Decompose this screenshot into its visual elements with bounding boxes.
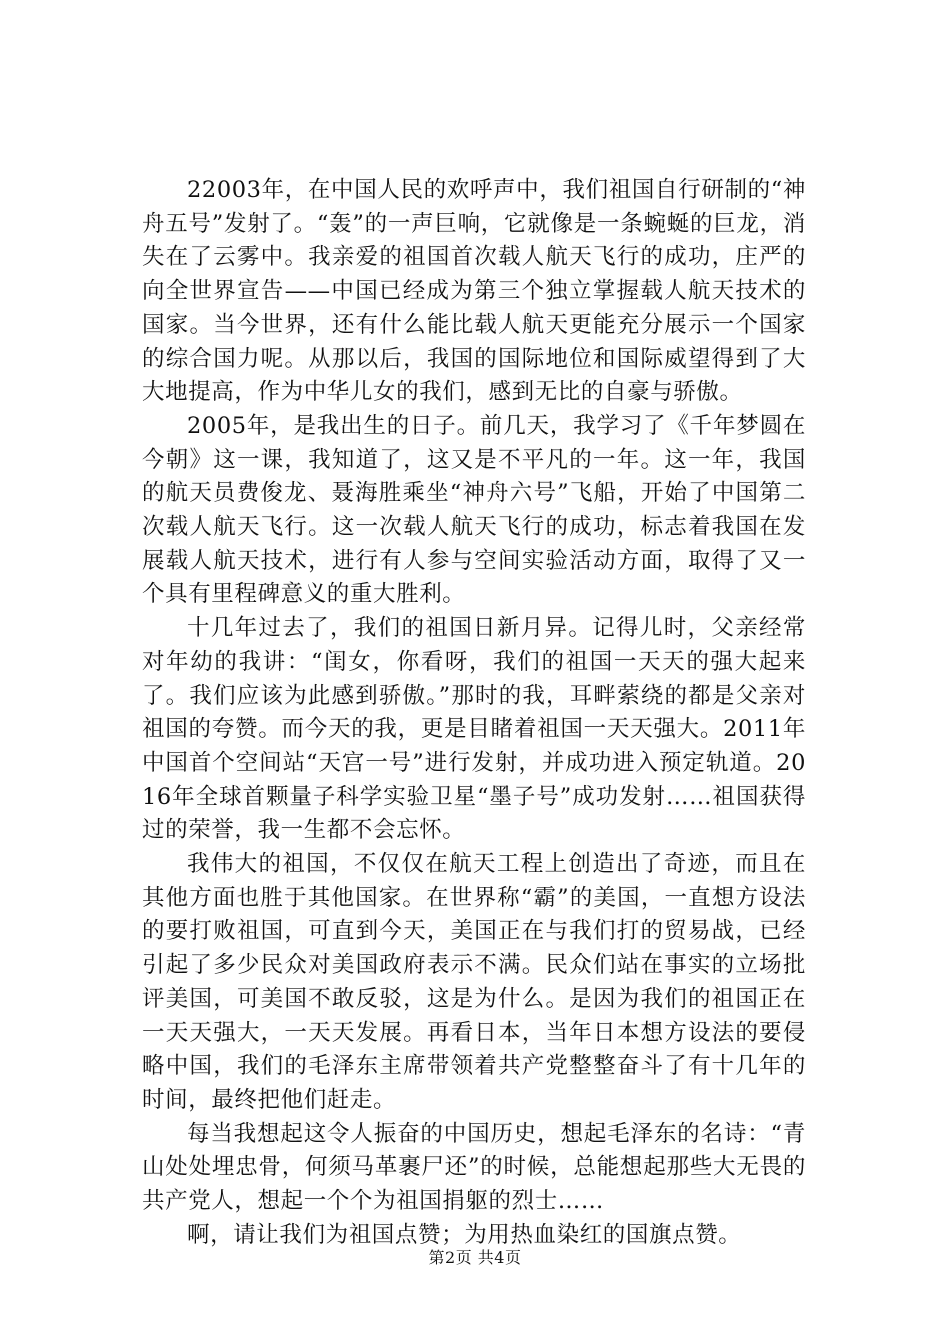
- paragraph-4: 我伟大的祖国，不仅仅在航天工程上创造出了奇迹，而且在其他方面也胜于其他国家。在世界称“霸”的美国，一直想方设法的要打败祖国，可直到今天，美国正在与我们打的贸易战，已经引起了多少民众对美国政府表示不满。民众们站在事实的立场批评美国，可美国不敢反驳，这是为什么。是因为我们的祖国正在一天天强大，一天天发展。再看日本，当年日本想方设法的要侵略中国，我们的毛泽东主席带领着共产党整整奋斗了有十几年的时间，最终把他们赶走。: [142, 851, 806, 1113]
- document-body: [142, 174, 806, 1253]
- page-number-footer: 第2页 共4页: [428, 1248, 522, 1267]
- paragraph-2: 2005年，是我出生的日子。前几天，我学习了《千年梦圆在今朝》这一课，我知道了，这又是不平凡的一年。这一年，我国的航天员费俊龙、聂海胜乘坐“神舟六号”飞船，开始了中国第二次载人航天飞行。这一次载人航天飞行的成功，标志着我国在发展载人航天技术，进行有人参与空间实验活动方面，取得了又一个具有里程碑意义的重大胜利。: [142, 412, 806, 608]
- paragraph-6: 啊，请让我们为祖国点赞；为用热血染红的国旗点赞。: [187, 1221, 742, 1248]
- paragraph-5: 每当我想起这令人振奋的中国历史，想起毛泽东的名诗：“青山处处埋忠骨，何须马革裹尸还”的时候，总能想起那些大无畏的共产党人，想起一个个为祖国捐躯的烈士……: [142, 1120, 806, 1215]
- paragraph-3: 十几年过去了，我们的祖国日新月异。记得儿时，父亲经常对年幼的我讲：“闺女，你看呀，我们的祖国一天天的强大起来了。我们应该为此感到骄傲。”那时的我，耳畔萦绕的都是父亲对祖国的夸赞。而今天的我，更是目睹着祖国一天天强大。2011年中国首个空间站“天宫一号”进行发射，并成功进入预定轨道。2016年全球首颗量子科学实验卫星“墨子号”成功发射……祖国获得过的荣誉，我一生都不会忘怀。: [142, 615, 806, 844]
- paragraph-1: 22003年，在中国人民的欢呼声中，我们祖国自行研制的“神舟五号”发射了。“轰”的一声巨响，它就像是一条蜿蜒的巨龙，消失在了云雾中。我亲爱的祖国首次载人航天飞行的成功，庄严的向全世界宣告——中国已经成为第三个独立掌握载人航天技术的国家。当今世界，还有什么能比载人航天更能充分展示一个国家的综合国力呢。从那以后，我国的国际地位和国际威望得到了大大地提高，作为中华儿女的我们，感到无比的自豪与骄傲。: [142, 177, 806, 406]
